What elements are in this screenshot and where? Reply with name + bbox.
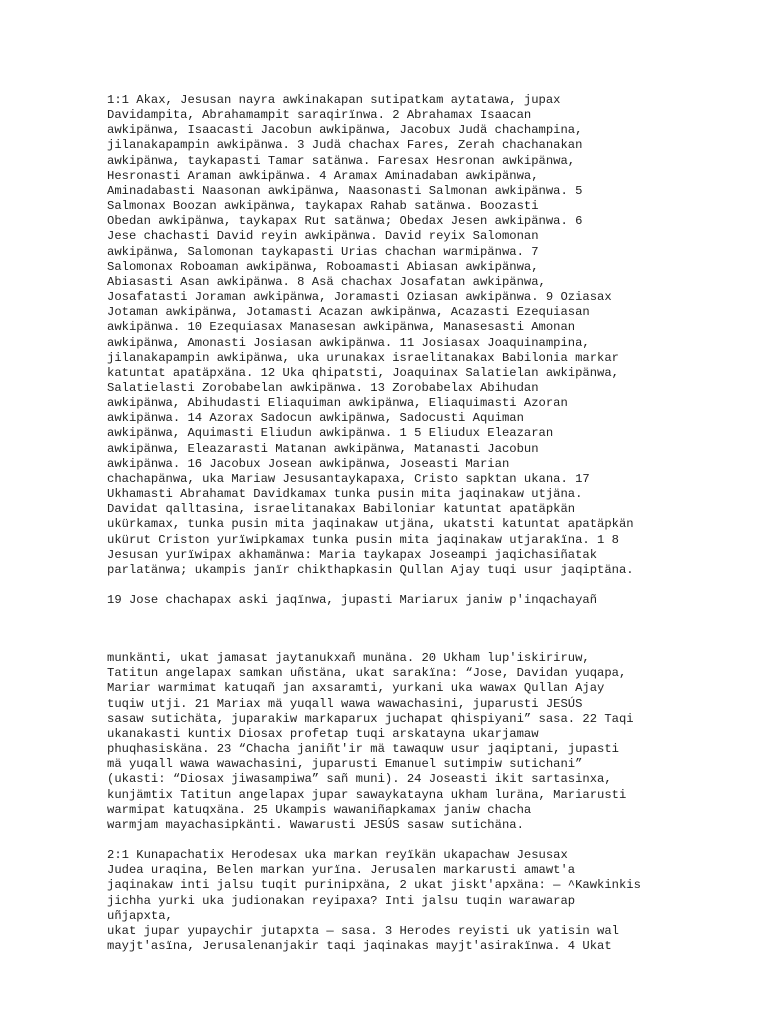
text-line: awkipänwa, Aquimasti Eliudun awkipänwa. 1 5 Eliudux Eleazaran	[107, 426, 554, 441]
text-line: awkipänwa, Isaacasti Jacobun awkipänwa, Jacobux Judä chachampina,	[107, 123, 583, 138]
text-line: 19 Jose chachapax aski jaqïnwa, jupasti Mariarux janiw p'inqachayañ	[107, 593, 598, 607]
text-line: Jese chachasti David reyin awkipänwa. David reyix Salomonan	[107, 229, 539, 244]
text-line: Jotaman awkipänwa, Jotamasti Acazan awkipänwa, Acazasti Ezequiasan	[107, 305, 590, 320]
text-line: Abiasasti Asan awkipänwa. 8 Asä chachax Josafatan awkipänwa,	[107, 274, 546, 289]
text-line: Davidat qalltasina, israelitanakax Babiloniar katuntat apatäpkän	[107, 502, 576, 517]
page-break-gap	[107, 608, 747, 651]
text-line: Ukhamasti Abrahamat Davidkamax tunka pusin mita jaqinakaw utjäna.	[107, 487, 583, 502]
text-line: mä yuqall wawa wawachasini, juparusti Emanuel sutimpiw sutichani”	[107, 757, 583, 772]
text-line: parlatänwa; ukampis janïr chikthapkasin Qullan Ajay tuqi usur jaqiptäna.	[107, 562, 634, 577]
text-line: warmjam mayachasipkänti. Wawarusti JESÚS sasaw sutichäna.	[107, 817, 524, 832]
text-line: sasaw sutichäta, juparakiw markaparux juchapat qhispiyani” sasa. 22 Taqi	[107, 711, 634, 726]
text-line: mayjt'asïna, Jerusalenanjakir taqi jaqinakas mayjt'asirakïnwa. 4 Ukat	[107, 938, 612, 953]
text-line: Davidampita, Abrahamampit saraqirïnwa. 2 Abrahamax Isaacan	[107, 108, 532, 123]
text-line: jilanakapampin awkipänwa, uka urunakax israelitanakax Babilonia markar	[107, 350, 619, 365]
text-line: tuqiw utji. 21 Mariax mä yuqall wawa wawachasini, juparusti JESÚS	[107, 696, 583, 711]
text-line: Obedan awkipänwa, taykapax Rut satänwa; Obedax Jesen awkipänwa. 6	[107, 214, 583, 229]
text-line: Hesronasti Araman awkipänwa. 4 Aramax Aminadaban awkipänwa,	[107, 168, 539, 183]
text-line: jaqinakaw inti jalsu tuqit purinipxäna, 2 ukat jiskt'apxäna: — ^Kawkinkis	[107, 878, 641, 893]
paragraph-chapter-2	[107, 848, 747, 954]
text-line: 2:1 Kunapachatix Herodesax uka markan reyïkän ukapachaw Jesusax	[107, 848, 568, 863]
text-line: awkipänwa. 16 Jacobux Josean awkipänwa, Joseasti Marian	[107, 456, 510, 471]
text-line: awkipänwa, Abihudasti Eliaquiman awkipänwa, Eliaquimasti Azoran	[107, 396, 568, 411]
text-line: katuntat apatäpxäna. 12 Uka qhipatsti, Joaquinax Salatielan awkipänwa,	[107, 365, 619, 380]
text-line: awkipänwa, Salomonan taykapasti Urias chachan warmipänwa. 7	[107, 244, 539, 259]
text-line: awkipänwa. 10 Ezequiasax Manasesan awkipänwa, Manasesasti Amonan	[107, 320, 576, 335]
text-line: Salomonax Roboaman awkipänwa, Roboamasti Abiasan awkipänwa,	[107, 259, 539, 274]
paragraph-chapter-1-part-1	[107, 93, 747, 578]
text-line: Jesusan yurïwipax akhamänwa: Maria taykapax Joseampi jaqichasiñatak	[107, 547, 598, 562]
text-line: Salatielasti Zorobabelan awkipänwa. 13 Zorobabelax Abihudan	[107, 380, 539, 395]
text-line: kunjämtix Tatitun angelapax jupar sawaykatayna ukham luräna, Mariarusti	[107, 787, 627, 802]
text-line: Judea uraqina, Belen markan yurïna. Jerusalen markarusti amawt'a	[107, 863, 576, 878]
text-line: awkipänwa. 14 Azorax Sadocun awkipänwa, Sadocusti Aquiman	[107, 411, 524, 426]
paragraph-gap	[107, 833, 747, 848]
text-line: ukürut Criston yurïwipkamax tunka pusin mita jaqinakaw utjarakïna. 1 8	[107, 532, 619, 547]
paragraph-chapter-1-part-2	[107, 651, 747, 833]
text-line: Aminadabasti Naasonan awkipänwa, Naasonasti Salmonan awkipänwa. 5	[107, 183, 583, 198]
text-line: awkipänwa, taykapasti Tamar satänwa. Faresax Hesronan awkipänwa,	[107, 153, 576, 168]
text-line: awkipänwa, Eleazarasti Matanan awkipänwa, Matanasti Jacobun	[107, 441, 539, 456]
text-line: (ukasti: “Diosax jiwasampiwa” sañ muni). 24 Joseasti ikit sartasinxa,	[107, 772, 612, 787]
paragraph-verse-19-start	[107, 593, 747, 608]
text-line: Mariar warmimat katuqañ jan axsaramti, yurkani uka wawax Qullan Ajay	[107, 681, 605, 696]
text-line: Salmonax Boozan awkipänwa, taykapax Rahab satänwa. Boozasti	[107, 199, 539, 214]
paragraph-gap	[107, 578, 747, 593]
text-line: uñjapxta,	[107, 908, 173, 923]
text-line: ukanakasti kuntix Diosax profetap tuqi arskatayna ukarjamaw	[107, 726, 539, 741]
text-line: ukürkamax, tunka pusin mita jaqinakaw utjäna, ukatsti katuntat apatäpkän	[107, 517, 634, 532]
text-line: jichha yurki uka judionakan reyipaxa? Inti jalsu tuqin warawarap	[107, 893, 576, 908]
text-line: chachapänwa, uka Mariaw Jesusantaykapaxa, Cristo sapktan ukana. 17	[107, 471, 590, 486]
text-line: munkänti, ukat jamasat jaytanukxañ munäna. 20 Ukham lup'iskiriruw,	[107, 651, 590, 666]
text-line: jilanakapampin awkipänwa. 3 Judä chachax Fares, Zerah chachanakan	[107, 138, 583, 153]
text-line: phuqhasiskäna. 23 “Chacha janiñt'ir mä tawaquw usur jaqiptani, jupasti	[107, 742, 619, 757]
text-line: ukat jupar yupaychir jutapxta — sasa. 3 Herodes reyisti uk yatisin wal	[107, 923, 619, 938]
text-line: warmipat katuqxäna. 25 Ukampis wawaniñapkamax janiw chacha	[107, 802, 532, 817]
text-line: Tatitun angelapax samkan uñstäna, ukat sarakïna: “Jose, Davidan yuqapa,	[107, 666, 627, 681]
text-line: 1:1 Akax, Jesusan nayra awkinakapan sutipatkam aytatawa, jupax	[107, 93, 561, 107]
text-line: awkipänwa, Amonasti Josiasan awkipänwa. 11 Josiasax Joaquinampina,	[107, 335, 590, 350]
text-line: Josafatasti Joraman awkipänwa, Joramasti Oziasan awkipänwa. 9 Oziasax	[107, 290, 612, 305]
document-page	[107, 93, 747, 954]
